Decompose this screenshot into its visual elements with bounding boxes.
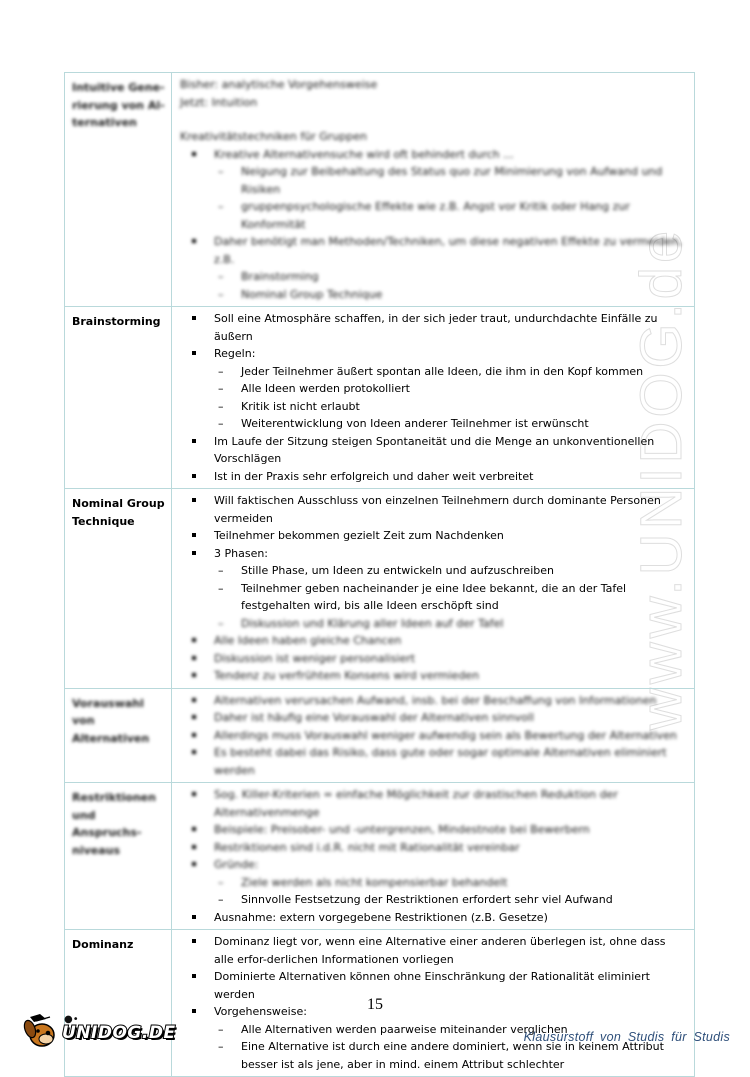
row-content [172,688,695,783]
content-table [64,72,695,1077]
paw-icon: ●• [64,1014,79,1025]
list-item: Alternativen verursachen Aufwand, insb. bei der Beschaffung von Informationen [180,692,688,710]
row-label: Brainstorming [65,307,172,489]
list-item: – gruppenpsychologische Effekte wie z.B. Angst vor Kritik oder Hang zur Konformität [214,198,688,233]
list-item: Alle Ideen haben gleiche Chancen [180,632,688,650]
table-row [65,688,695,783]
list-item: – Stille Phase, um Ideen zu entwickeln und aufzuschreiben [214,562,688,580]
list-item: Es besteht dabei das Risiko, dass gute oder sogar optimale Alternativen eliminiert werden [180,744,688,779]
list-item: Teilnehmer bekommen gezielt Zeit zum Nachdenken [180,527,688,545]
table-row [65,783,695,930]
list-item: – Brainstorming [214,268,688,286]
list-item: Im Laufe der Sitzung steigen Spontaneität und die Menge an unkonventionellen Vorschlägen [180,433,688,468]
row-label: Restriktionen und Anspruchs-niveaus [65,783,172,930]
list-item: Sog. Killer-Kriterien = einfache Möglichkeit zur drastischen Reduktion der Alternativenmenge [180,786,688,821]
bullet-list [180,632,688,685]
list-item: 3 Phasen: – Stille Phase, um Ideen zu entwickeln und aufzuschreiben – Teilnehmer geben nacheinander je eine Idee bekannt, die an der Tafel festgehalten wird, bis alle Ideen erschöpft sind – Diskussion und Klärung aller Ideen auf der Tafel [180,545,688,633]
row-content [172,307,695,489]
bullet-list [180,492,688,632]
list-item: – Eine Alternative ist durch eine andere dominiert, wenn sie in keinem Attribut besser ist als jene, aber in mind. einem Attribut schlechter [214,1038,688,1073]
row-content [172,783,695,930]
watermark: www.UNIDOG.de [629,226,694,730]
bullet-list [180,891,688,926]
bullet-list [180,786,688,891]
list-item: Gründe: – Ziele werden als nicht kompensierbar behandelt [180,856,688,891]
list-item: – Jeder Teilnehmer äußert spontan alle Ideen, die ihm in den Kopf kommen [214,363,688,381]
list-item: Beispiele: Preisober- und -untergrenzen, Mindestnote bei Bewerbern [180,821,688,839]
bullet-list [180,692,688,780]
row-label: Nominal Group Technique [65,489,172,689]
list-item: Daher benötigt man Methoden/Techniken, um diese negativen Effekte zu vermeiden, z.B. – Brainstorming – Nominal Group Technique [180,233,688,303]
footer-tagline: Klausurstoff von Studis für Studis [523,1030,730,1044]
unidog-logo [22,1013,176,1049]
list-item: Restriktionen sind i.d.R. nicht mit Rationalität vereinbar [180,839,688,857]
list-item: – Alle Alternativen werden paarweise miteinander verglichen [214,1021,688,1039]
list-item: Dominierte Alternativen können ohne Einschränkung der Rationalität eliminiert werden [180,968,688,1003]
row-label: Dominanz [65,930,172,1077]
list-item: Ausnahme: extern vorgegebene Restriktionen (z.B. Gesetze) [180,909,688,927]
list-item: – Nominal Group Technique [214,286,688,304]
list-item: – Alle Ideen werden protokolliert [214,380,688,398]
list-item: – Kritik ist nicht erlaubt [214,398,688,416]
list-item: Ist in der Praxis sehr erfolgreich und daher weit verbreitet [180,468,688,486]
row-label: Vorauswahl von Alternativen [65,688,172,783]
page-number: 15 [367,996,383,1013]
list-item: – Ziele werden als nicht kompensierbar behandelt [214,874,688,892]
row-content [172,489,695,689]
list-item: Allerdings muss Vorauswahl weniger aufwendig sein als Bewertung der Alternativen [180,727,688,745]
list-item: Diskussion ist weniger personalisiert [180,650,688,668]
table-row [65,307,695,489]
bullet-list [180,310,688,485]
list-item: – Teilnehmer geben nacheinander je eine Idee bekannt, die an der Tafel festgehalten wird, bis alle Ideen erschöpft sind [214,580,688,615]
list-item: – Neigung zur Beibehaltung des Status quo zur Minimierung von Aufwand und Risiken [214,163,688,198]
table-row [65,73,695,307]
list-item: Kreative Alternativensuche wird oft behindert durch ... – Neigung zur Beibehaltung des Status quo zur Minimierung von Aufwand und Risiken – gruppenpsychologische Effekte wie z.B. Angst vor Kritik oder Hang zur Konformität [180,146,688,234]
table-row [65,489,695,689]
list-item: Vorgehensweise: – Alle Alternativen werden paarweise miteinander verglichen – Eine Alternative ist durch eine andere dominiert, wenn sie in keinem Attribut besser ist als jene, aber in mind. einem Attribut schlechter [180,1003,688,1073]
logo-text: UNIDOG.DE [62,1023,176,1043]
dog-icon [22,1013,60,1049]
list-item: Regeln: – Jeder Teilnehmer äußert spontan alle Ideen, die ihm in den Kopf kommen – Alle Ideen werden protokolliert – Kritik ist nicht erlaubt – Weiterentwicklung von Ideen anderer Teilnehmer ist erwünscht [180,345,688,433]
bullet-list [180,146,688,304]
list-item: – Diskussion und Klärung aller Ideen auf der Tafel [214,615,688,633]
list-item: Tendenz zu verfrühtem Konsens wird vermieden [180,667,688,685]
row-label: Intuitive Gene-rierung von Al-ternativen [65,73,172,307]
list-item: – Sinnvolle Festsetzung der Restriktionen erfordert sehr viel Aufwand [214,891,688,909]
row-content: Bisher: analytische Vorgehensweise Jetzt: Intuition Kreativitätstechniken für Gruppen Kreative Alternativensuche wird oft behindert durch ... – Neigung zur Beibehaltung des Status quo zur Minimierung von Aufwand und Risiken – gruppenpsychologische Effekte wie z.B. Angst vor Kritik oder Hang zur Konformität Daher benötigt man Methoden/Techniken, um diese negativen Effekte zu vermeiden, z.B. – Brainstorming – Nominal Group Technique [172,73,695,307]
list-item: – Weiterentwicklung von Ideen anderer Teilnehmer ist erwünscht [214,415,688,433]
list-item: Daher ist häufig eine Vorauswahl der Alternativen sinnvoll [180,709,688,727]
list-item: Dominanz liegt vor, wenn eine Alternative einer anderen überlegen ist, ohne dass alle erfor-derlichen Informationen vorliegen [180,933,688,968]
list-item: Soll eine Atmosphäre schaffen, in der sich jeder traut, undurchdachte Einfälle zu äußern [180,310,688,345]
list-item: Will faktischen Ausschluss von einzelnen Teilnehmern durch dominante Personen vermeiden [180,492,688,527]
